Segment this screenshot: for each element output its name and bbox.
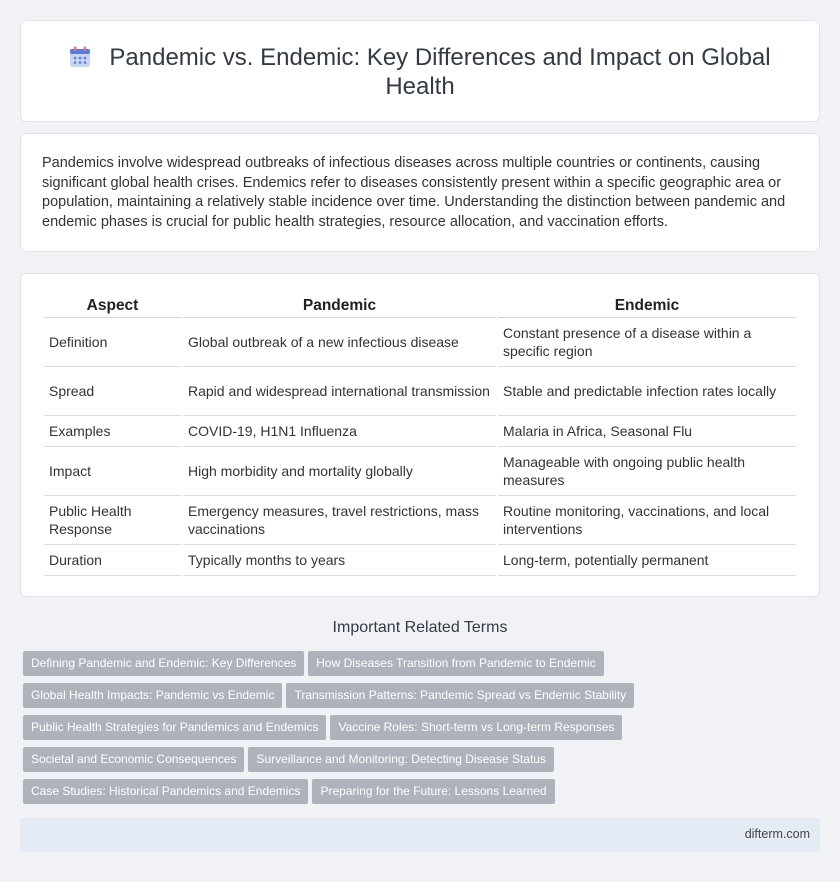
table-cell: Long-term, potentially permanent: [498, 545, 796, 576]
comparison-table: [42, 295, 798, 576]
intro-card: [20, 133, 820, 252]
table-cell: Stable and predictable infection rates locally: [498, 367, 796, 416]
related-term-tag[interactable]: Global Health Impacts: Pandemic vs Endemic: [23, 683, 282, 708]
table-row: [44, 318, 796, 367]
table-cell: Spread: [44, 367, 181, 416]
table-header-row: [44, 295, 796, 318]
related-term-tag[interactable]: How Diseases Transition from Pandemic to Endemic: [308, 651, 603, 676]
footer-site-link[interactable]: difterm.com: [744, 827, 810, 841]
table-cell: Emergency measures, travel restrictions, mass vaccinations: [183, 496, 496, 545]
table-cell: Routine monitoring, vaccinations, and local interventions: [498, 496, 796, 545]
table-cell: Global outbreak of a new infectious disease: [183, 318, 496, 367]
table-cell: Rapid and widespread international transmission: [183, 367, 496, 416]
table-cell: Public Health Response: [44, 496, 181, 545]
header-endemic: Endemic: [498, 295, 796, 318]
tag-row: [23, 715, 823, 747]
header-aspect: Aspect: [44, 295, 181, 318]
table-cell: Malaria in Africa, Seasonal Flu: [498, 416, 796, 447]
table-cell: Impact: [44, 447, 181, 496]
table-cell: Examples: [44, 416, 181, 447]
header-pandemic: Pandemic: [183, 295, 496, 318]
table-row: [44, 416, 796, 447]
related-terms-title: Important Related Terms: [332, 619, 508, 636]
related-term-tag[interactable]: Societal and Economic Consequences: [23, 747, 244, 772]
table-cell: Definition: [44, 318, 181, 367]
related-term-tag[interactable]: Surveillance and Monitoring: Detecting Disease Status: [248, 747, 554, 772]
footer-bar: [20, 818, 820, 852]
related-term-tag[interactable]: Case Studies: Historical Pandemics and Endemics: [23, 779, 308, 804]
related-term-tag[interactable]: Preparing for the Future: Lessons Learned: [312, 779, 554, 804]
table-row: [44, 367, 796, 416]
related-term-tag[interactable]: Transmission Patterns: Pandemic Spread vs Endemic Stability: [286, 683, 634, 708]
table-cell: Manageable with ongoing public health measures: [498, 447, 796, 496]
comparison-card: [20, 273, 820, 597]
table-cell: High morbidity and mortality globally: [183, 447, 496, 496]
table-cell: Duration: [44, 545, 181, 576]
table-row: [44, 545, 796, 576]
table-cell: COVID-19, H1N1 Influenza: [183, 416, 496, 447]
header-card: [20, 20, 820, 122]
related-terms-list: [23, 651, 823, 811]
related-term-tag[interactable]: Vaccine Roles: Short-term vs Long-term Responses: [330, 715, 622, 740]
calendar-icon: [69, 46, 91, 68]
tag-row: [23, 747, 823, 779]
tag-row: [23, 779, 823, 811]
table-cell: Typically months to years: [183, 545, 496, 576]
intro-paragraph: Pandemics involve widespread outbreaks of infectious diseases across multiple countries or continents, causing significant global health crises. Endemics refer to diseases consistently present within a specific geographic area or population, maintaining a relatively stable incidence over time. Understanding the distinction between pandemic and endemic phases is crucial for public health strategies, resource allocation, and vaccination efforts.: [42, 155, 786, 230]
tag-row: [23, 651, 823, 683]
table-cell: Constant presence of a disease within a specific region: [498, 318, 796, 367]
page-title: Pandemic vs. Endemic: Key Differences and Impact on Global Health: [109, 44, 771, 100]
tag-row: [23, 683, 823, 715]
page-title-block: [21, 43, 819, 101]
table-row: [44, 447, 796, 496]
table-row: [44, 496, 796, 545]
related-term-tag[interactable]: Public Health Strategies for Pandemics and Endemics: [23, 715, 326, 740]
related-term-tag[interactable]: Defining Pandemic and Endemic: Key Differences: [23, 651, 304, 676]
